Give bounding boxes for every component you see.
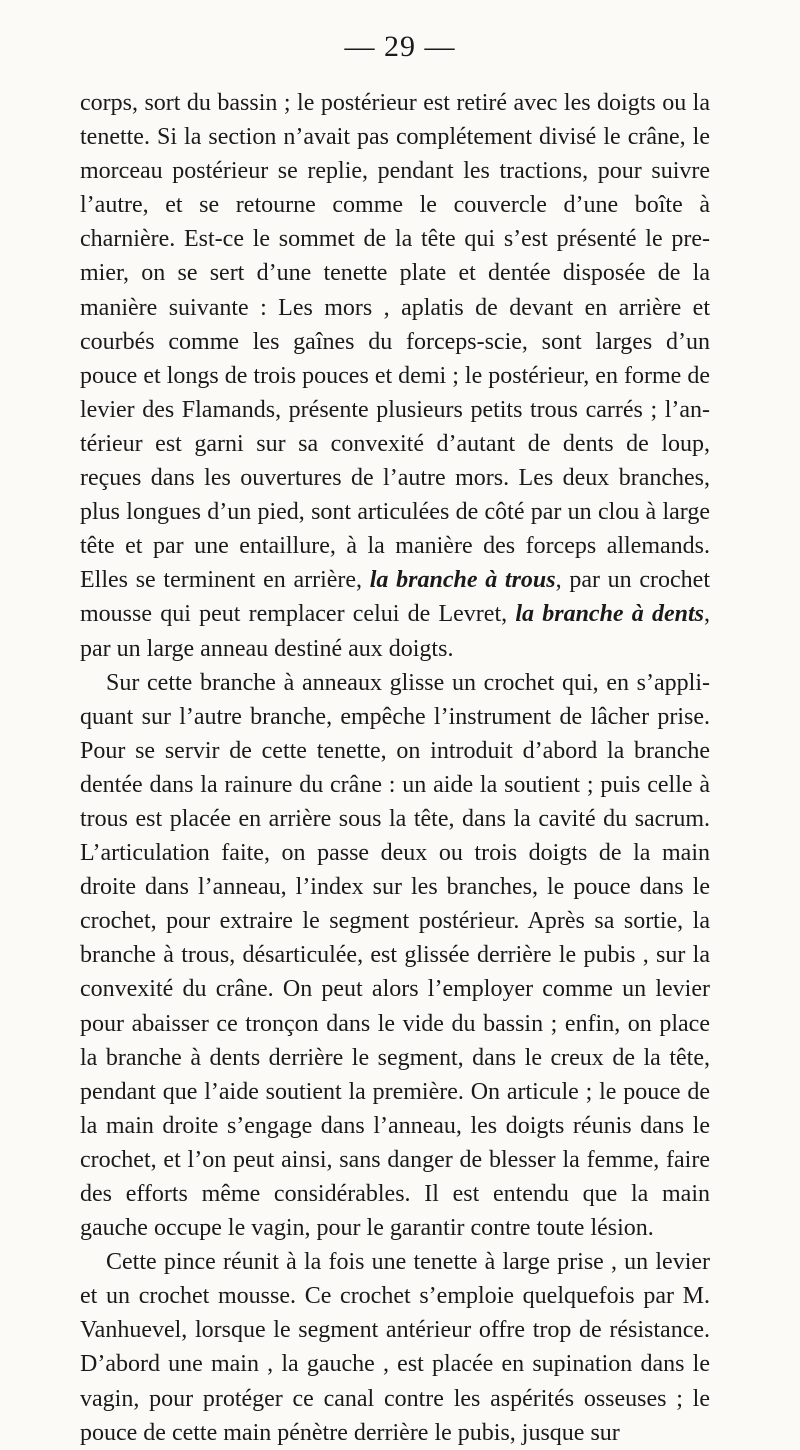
text-run: , par un crochet mousse qui peut remplacer celui de Levret, bbox=[80, 567, 711, 628]
paragraph-2 bbox=[80, 666, 710, 1246]
italic-term-branche-a-trous: la branche à trous bbox=[369, 567, 556, 594]
text-run: , par un large anneau destiné aux doigts. bbox=[80, 601, 711, 662]
text-run: Sur cette branche à anneaux glisse un crochet qui, en s’appliquant sur l’autre branche, empêche l’instrument de lâcher prise. Pour se servir de cette tenette, on introduit d’abord la branche dentée dans la rainure du crâne : un aide la soutient ; puis celle à trous est placée en arrière sous la tête, dans la cavité du sacrum. L’articulation faite, on passe deux ou trois doigts de la main droite dans l’anneau, l’index sur les branches, le pouce dans le crochet, pour extraire le segment postérieur. Après sa sortie, la branche à trous, désarticulée, est glissée derrière le pubis , sur la convexité du crâne. On peut alors l’employer comme un levier pour abaisser ce tronçon dans le vide du bassin ; enfin, on place la branche à dents derrière le segment, dans le creux de la tête, pendant que l’aide soutient la première. On articule ; le pouce de la main droite s’engage dans l’anneau, les doigts réunis dans le crochet, et l’on peut ainsi, sans danger de blesser la femme, faire des efforts même considérables. Il est entendu que la main gauche occupe le vagin, pour le garantir contre toute lésion. bbox=[80, 669, 710, 1242]
paragraph-1 bbox=[80, 86, 710, 666]
italic-term-branche-a-dents: la branche à dents bbox=[515, 601, 705, 628]
page-number: — 29 — bbox=[344, 30, 456, 63]
paragraph-3 bbox=[80, 1245, 710, 1450]
text-run: corps, sort du bassin ; le postérieur est retiré avec les doigts ou la tenette. Si la section n’avait pas complétement divisé le crâne, le morceau postérieur se replie, pendant les tractions, pour suivre l’autre, et se retourne comme le couvercle d’une boîte à charnière. Est-ce le sommet de la tête qui s’est présenté le premier, on se sert d’une tenette plate et dentée disposée de la manière suivante : Les mors , aplatis de devant en arrière et courbés comme les gaînes du forceps-scie, sont larges d’un pouce et longs de trois pouces et demi ; le postérieur, en forme de levier des Flamands, présente plusieurs petits trous carrés ; l’antérieur est garni sur sa convexité d’autant de dents de loup, reçues dans les ouvertures de l’autre mors. Les deux branches, plus longues d’un pied, sont articulées de côté par un clou à large tête et par une entaillure, à la manière des forceps allemands. Elles se terminent en arrière, bbox=[80, 90, 710, 594]
body-text bbox=[80, 86, 710, 1450]
text-run: Cette pince réunit à la fois une tenette à large prise , un levier et un crochet mousse. Ce crochet s’emploie quelquefois par M. Vanhuevel, lorsque le segment antérieur offre trop de résistance. D’abord une main , la gauche , est placée en supination dans le vagin, pour protéger ce canal contre les aspérités osseuses ; le pouce de cette main pénètre derrière le pubis, jusque sur bbox=[80, 1249, 710, 1446]
